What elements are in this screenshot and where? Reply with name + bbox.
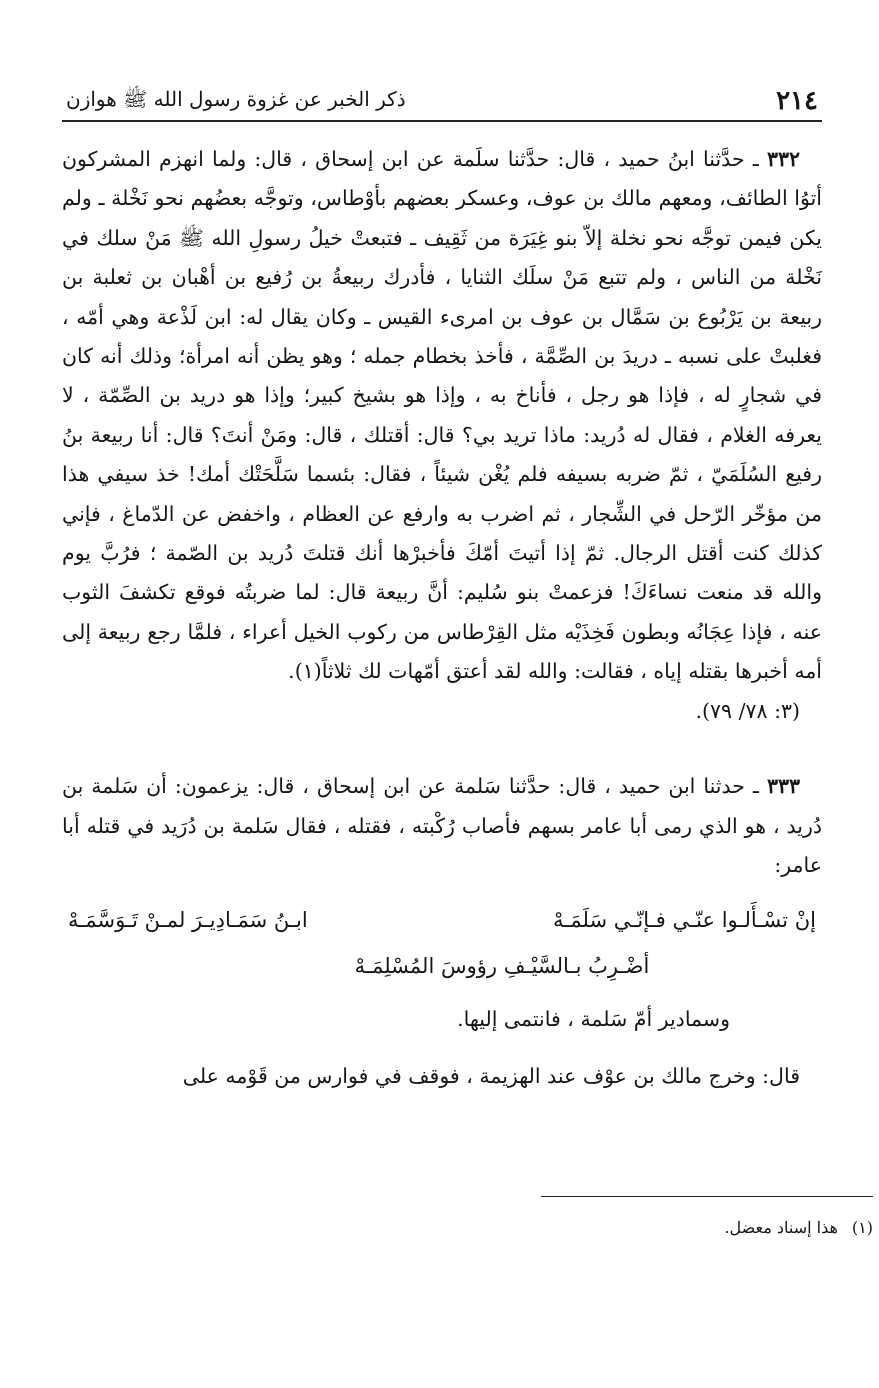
book-page: [62, 78, 822, 1368]
running-title: ذكر الخبر عن غزوة رسول الله ﷺ هوازن: [66, 87, 406, 111]
poem-note: وسمادير أمّ سَلمة ، فانتمى إليها.: [457, 1007, 730, 1032]
closing-paragraph: قال: وخرج مالك بن عوْف عند الهزيمة ، فوقف في فوارس من قَوْمه على: [182, 1064, 800, 1089]
hadith-text: ـ حدثنا ابن حميد ، قال: حدَّثنا سَلمة عن ابن إسحاق ، قال: يزعمون: أن سَلمة بن دُريد ، هو الذي رمى أبا عامر بسهم فأصاب رُكْبته ، فقتله ، فقال سَلمة بن دُرَيد في قتله أبا عامر:: [62, 774, 822, 877]
page-header: [62, 78, 822, 122]
footnote-text: هذا إسناد معضل.: [724, 1218, 838, 1237]
poem: [62, 897, 822, 989]
hadith-number: ٣٣٣: [766, 774, 800, 799]
hadith-333: [62, 767, 822, 885]
footnote: [724, 1218, 873, 1237]
footnote-divider: [541, 1196, 873, 1197]
hadith-number: ٣٣٢: [766, 147, 800, 171]
page-body: [62, 140, 822, 1097]
verse-hemistich-second: ابـنُ سَمَـادِيـرَ لمـنْ تَـوَسَّمَـهْ: [68, 908, 308, 933]
poem-verse-2: أضْـرِبُ بـالسَّيْـفِ رؤوسَ المُسْلِمَـهْ: [354, 954, 650, 979]
hadith-332: [62, 140, 822, 731]
page-number: ٢١٤: [776, 86, 818, 116]
poem-verse-1: [62, 897, 822, 943]
verse-hemistich-first: إنْ تسْـأَلـوا عنّـي فـإنّـي سَلَمَـهْ: [552, 908, 816, 933]
paragraph-gap: [62, 731, 822, 767]
source-reference: (٣: ٧٨/ ٧٩).: [695, 698, 800, 723]
footnote-marker: (١): [851, 1218, 873, 1237]
hadith-text: ـ حدَّثنا ابنُ حميد ، قال: حدَّثنا سلَمة عن ابن إسحاق ، قال: ولما انهزم المشركون أتوُا الطائف، ومعهم مالك بن عوف، وعسكر بعضهم بأوْطاس، وتوجَّه بعضُهم نحو نَخْلة ـ ولم يكن فيمن توجَّه نحو نخلة إلاّ بنو غِيَرَة من ثَقِيف ـ فتبعتْ خيلُ رسولِ الله ﷺ مَنْ سلك في نَخْلة من الناس ، ولم تتبع مَنْ سلَك الثنايا ، فأدرك ربيعةُ بن رُفيع بن أهْبان بن ثعلبة بن ربيعة بن يَرْبُوع بن سَمَّال بن عوف بن امرىء القيس ـ وكان يقال له: ابن لَذْعة وهي أمّه ، فغلبتْ على نسبه ـ دريدَ بن الصِّمَّة ، فأخذ بخطام جمله ؛ وهو يظن أنه امرأة؛ وذلك أنه كان في شجارٍ له ، فإذا هو رجل ، فأناخ به ، وإذا هو بشيخ كبير؛ وإذا هو دريد بن الصِّمّة ، لا يعرفه الغلام ، فقال له دُريد: ماذا تريد بي؟ قال: أقتلك ، قال: ومَنْ أنتَ؟ قال: أنا ربيعة بنُ رفيع السُلَمَيّ ، ثمّ ضربه بسيفه فلم يُغْن شيئاً ، فقال: بئسما سَلَّحَتْك أمك! خذ سيفي هذا من مؤخّر الرّحل في الشِّجار ، ثم اضرب به وارفع عن العظام ، واخفض عن الدّماغ ، فإني كذلك كنت أقتل الرجال. ثمّ إذا أتيتَ أمّكَ فأخبرْها أنك قتلتَ دُريد بن الصّمة ؛ فرُبَّ يوم والله قد منعت نساءَكَ! فزعمتْ بنو سُليم: أنَّ ربيعة قال: لما ضربتُه فوقع تكشفَ الثوب عنه ، فإذا عِجَانُه وبطون فَخِذَيْه مثل القِرْطاس من ركوب الخيل أعراء ، فلمَّا رجع ربيعة إلى أمه أخبرها بقتله إياه ، فقالت: والله لقد أعتق أمّهات لك ثلاثاً(١).: [62, 147, 822, 684]
